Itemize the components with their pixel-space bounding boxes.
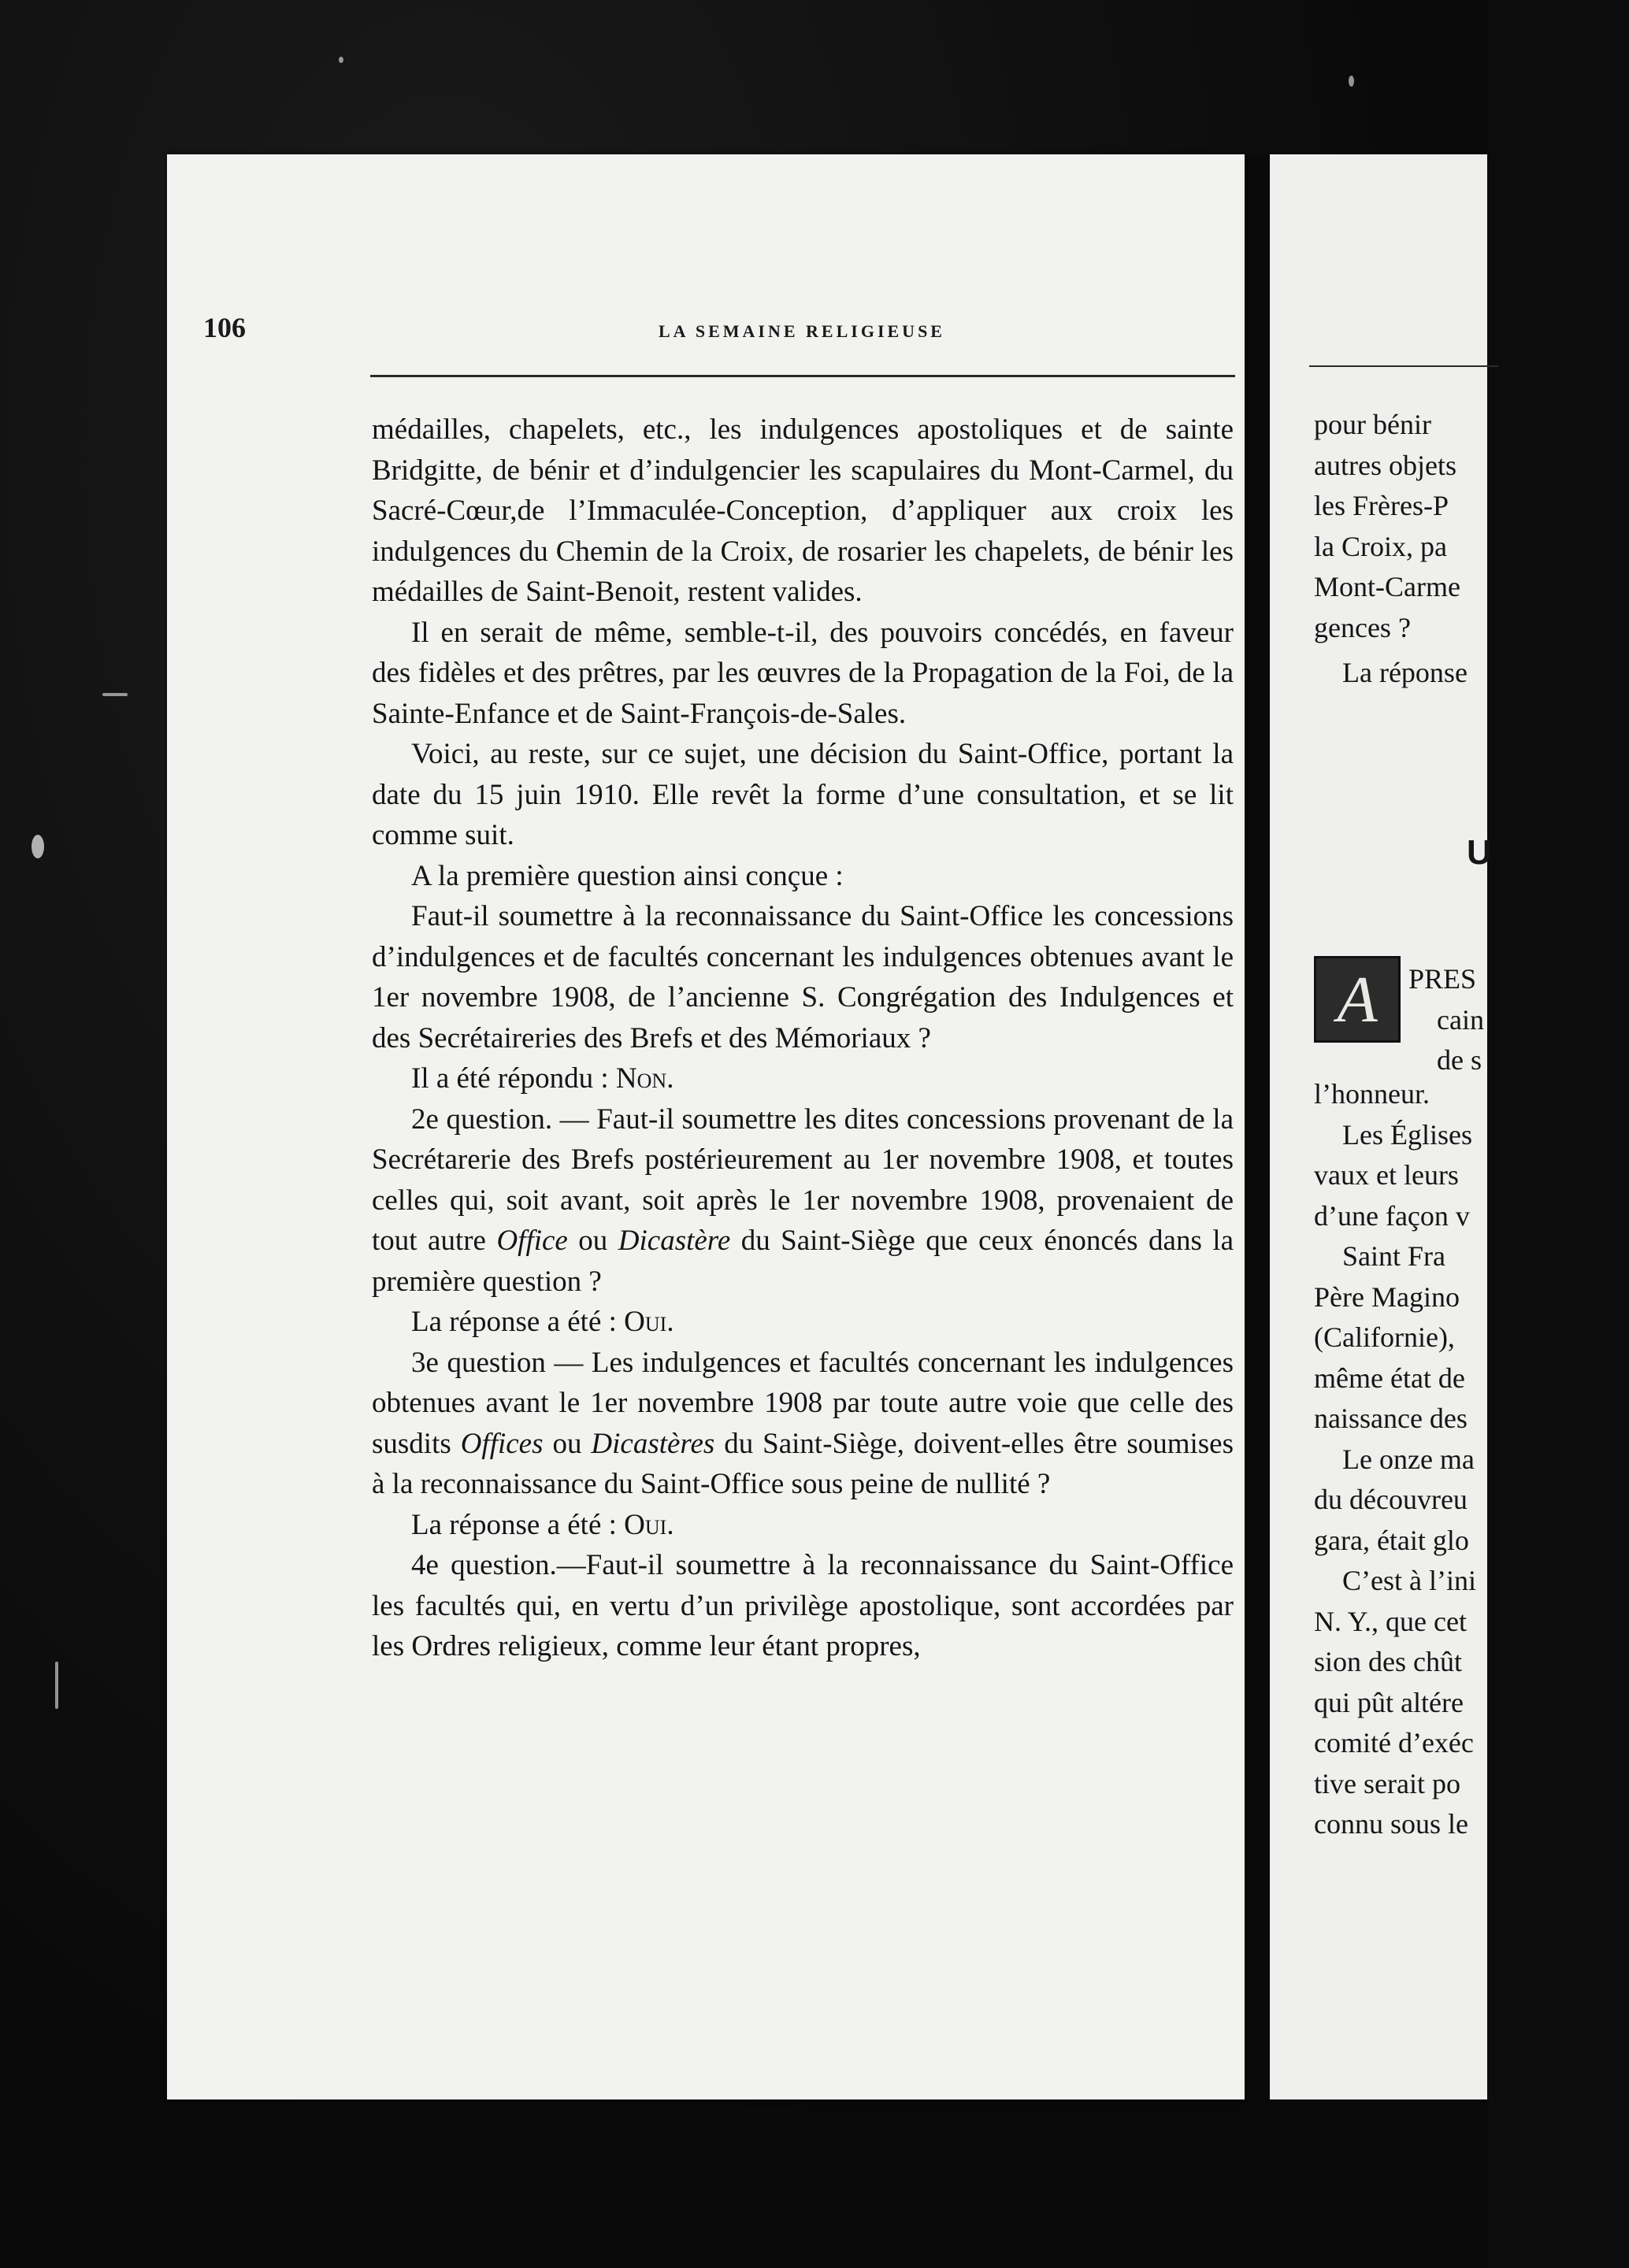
running-title: LA SEMAINE RELIGIEUSE: [659, 321, 945, 341]
right-line: (Californie),: [1314, 1321, 1455, 1353]
right-line: les Frères-P: [1314, 490, 1449, 521]
right-line: cain: [1437, 1003, 1484, 1036]
right-line: comité d’exéc: [1314, 1727, 1474, 1758]
answer-prefix: La réponse a été :: [411, 1508, 625, 1541]
page-gutter: [1246, 154, 1270, 2099]
q2-term: Office: [496, 1225, 568, 1257]
right-line: vaux et leurs: [1314, 1159, 1459, 1191]
body-text: [372, 410, 1234, 1667]
right-page-text-top: [1314, 405, 1629, 694]
right-article-heading: U: [1467, 833, 1492, 872]
right-line: C’est à l’ini: [1342, 1565, 1476, 1596]
right-line: tive serait po: [1314, 1767, 1460, 1799]
right-line: la Croix, pa: [1314, 530, 1447, 562]
q2-term: Dicastère: [618, 1225, 731, 1257]
answer-1: [372, 1058, 1234, 1099]
right-line: pour bénir: [1314, 409, 1431, 440]
right-line: de s: [1437, 1044, 1482, 1076]
right-line: d’une façon v: [1314, 1199, 1470, 1232]
answer-prefix: Il a été répondu :: [411, 1062, 616, 1095]
answer-value: Non.: [615, 1062, 674, 1095]
q3-text: du Saint-Siège, doivent-elles être soumises à la reconnaissance du Saint-Office sous peine de nullité ?: [372, 1427, 1234, 1500]
paragraph: Voici, au reste, sur ce sujet, une décision du Saint-Office, portant la date du 15 juin 1910. Elle revêt la forme d’une consultation, et se lit comme suit.: [372, 738, 1234, 851]
right-line: qui pût altére: [1314, 1686, 1464, 1718]
right-header-rule: [1309, 365, 1498, 367]
q2-text: 2e question. — Faut-il soumettre les dites concessions provenant de la Secrétarerie des Brefs postérieurement au 1er novembre 1908, et toutes celles qui, soit avant, soit après le 1er novembre 1908, provenaient de tout autre: [372, 1102, 1234, 1257]
right-line: Saint Fra: [1342, 1240, 1445, 1272]
dust-speck: [102, 693, 128, 696]
drop-cap-lines: [1408, 959, 1484, 1081]
right-line: connu sous le: [1314, 1808, 1468, 1840]
right-answer-line: La réponse: [1342, 657, 1468, 688]
paragraph: Il en serait de même, semble-t-il, des pouvoirs concédés, en faveur des fidèles et des prêtres, par les œuvres de la Propagation de la Foi, de la Sainte-Enfance et de Saint-François-de-Sales.: [372, 616, 1234, 730]
question-2: [372, 1099, 1234, 1303]
dust-speck: [339, 57, 343, 63]
page-number: 106: [203, 312, 246, 343]
right-page: [1270, 154, 1492, 2099]
answer-value: Oui.: [624, 1508, 674, 1541]
question-4: 4e question.—Faut-il soumettre à la reconnaissance du Saint-Office les facultés qui, en vertu d’un privilège apostolique, sont accordées par les Ordres religieux, comme leur étant propres,: [372, 1549, 1234, 1662]
right-line: gences ?: [1314, 611, 1411, 643]
q3-term: Offices: [460, 1427, 544, 1460]
q3-text: ou: [543, 1427, 592, 1460]
q2-text: du Saint-Siège que ceux énoncés dans la première question ?: [372, 1225, 1234, 1298]
dust-speck: [32, 835, 44, 858]
right-line: PRES: [1408, 963, 1477, 995]
question-3: [372, 1343, 1234, 1505]
q3-text: 3e question — Les indulgences et facultés concernant les indulgences obtenues avant le 1er novembre 1908 par toute autre voie que celle des susdits: [372, 1346, 1234, 1460]
drop-cap-ornament: [1314, 956, 1401, 1043]
q2-text: ou: [567, 1225, 618, 1257]
right-line: Le onze ma: [1342, 1443, 1475, 1475]
right-line: Père Magino: [1314, 1280, 1460, 1313]
answer-3: [372, 1505, 1234, 1546]
right-line: même état de: [1314, 1362, 1465, 1394]
question-1: Faut-il soumettre à la reconnaissance du Saint-Office les concessions d’indulgences et de facultés concernant les indulgences obtenues avant le 1er novembre 1908, de l’ancienne S. Congrégation des Indulgences et des Secrétaireries des Brefs et des Mémoriaux ?: [372, 900, 1234, 1054]
right-line: Les Églises: [1342, 1118, 1472, 1151]
right-line: du découvreu: [1314, 1484, 1468, 1515]
dust-speck: [55, 1662, 58, 1709]
answer-value: Oui.: [624, 1306, 674, 1338]
header-rule: [370, 375, 1235, 377]
right-line: gara, était glo: [1314, 1524, 1469, 1556]
right-page-text-bottom: [1314, 1074, 1476, 1845]
right-line: autres objets: [1314, 449, 1456, 481]
right-line: l’honneur.: [1314, 1078, 1430, 1110]
right-line: sion des chût: [1314, 1646, 1462, 1677]
paragraph: A la première question ainsi conçue :: [411, 859, 844, 892]
paragraph: médailles, chapelets, etc., les indulgences apostoliques et de sainte Bridgitte, de bénir et d’indulgencier les scapulaires du Mont-Carmel, du Sacré-Cœur,de l’Immaculée-Conception, d’appliquer aux croix les indulgences du Chemin de la Croix, de rosarier les chapelets, de bénir les médailles de Saint-Benoit, restent valides.: [372, 413, 1234, 608]
right-line: N. Y., que cet: [1314, 1605, 1467, 1637]
right-line: naissance des: [1314, 1403, 1468, 1434]
right-line: Mont-Carme: [1314, 571, 1460, 602]
drop-cap-letter: A: [1337, 962, 1378, 1036]
dust-speck: [1349, 76, 1354, 87]
q3-term: Dicastères: [591, 1427, 715, 1460]
answer-2: [372, 1302, 1234, 1343]
answer-prefix: La réponse a été :: [411, 1306, 625, 1338]
